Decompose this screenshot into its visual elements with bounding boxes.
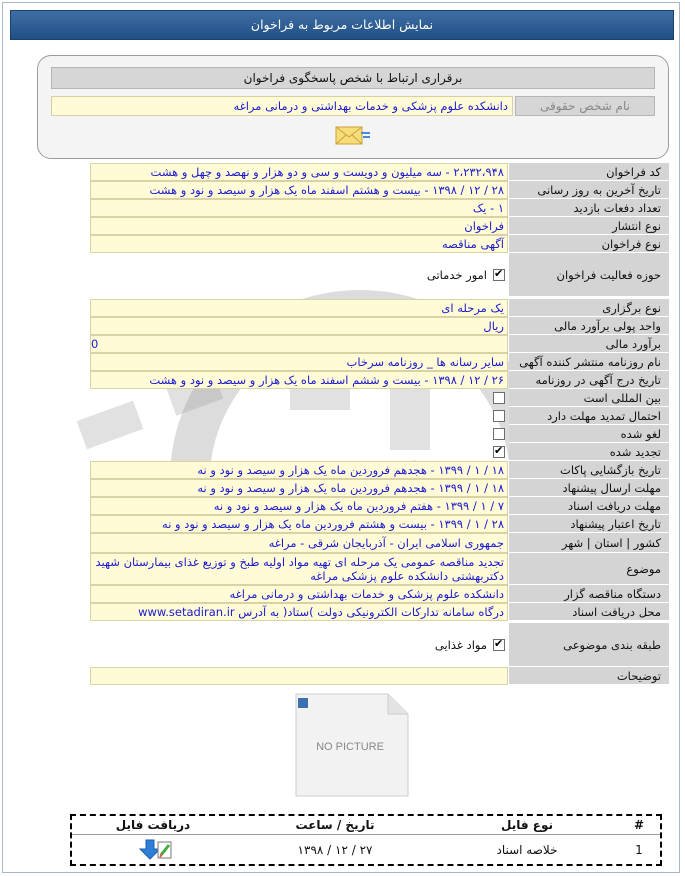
subject-label: موضوع <box>509 553 669 585</box>
submit-deadline-value: ۱۸ / ۱ / ۱۳۹۹ - هجدهم فروردین ماه یک هزار و سیصد و نود و نه <box>90 479 508 497</box>
row-renewed <box>90 443 669 461</box>
extension-checkbox[interactable] <box>493 410 505 422</box>
row-last-update <box>90 181 669 199</box>
newspaper-date-label: تاریخ درج آگهی در روزنامه <box>509 371 669 389</box>
file-date: ۲۷ / ۱۲ / ۱۳۹۸ <box>297 843 373 857</box>
row-doc-place <box>90 603 669 621</box>
hold-type-label: نوع برگزاری <box>509 299 669 317</box>
currency-value: ریال <box>90 317 508 335</box>
notes-value <box>90 667 508 685</box>
row-call-type <box>90 235 669 253</box>
estimate-label: برآورد مالی <box>509 335 669 353</box>
file-type: خلاصه اسناد <box>496 843 558 857</box>
col-download-header: دریافت فایل <box>72 816 234 835</box>
last-update-label: تاریخ آخرین به روز رسانی <box>509 181 669 199</box>
row-organizer <box>90 585 669 603</box>
legal-entity-label: نام شخص حقوقی <box>515 96 655 116</box>
row-receive-deadline <box>90 497 669 515</box>
international-checkbox[interactable] <box>493 392 505 404</box>
row-opening-date <box>90 461 669 479</box>
activity-option: امور خدماتی <box>426 268 487 282</box>
row-cancelled <box>90 425 669 443</box>
col-type-header: نوع فایل <box>436 816 618 835</box>
row-visits <box>90 199 669 217</box>
location-value: جمهوری اسلامی ایران - آذربایجان شرقی - مراغه <box>90 533 508 553</box>
activity-label: حوزه فعالیت فراخوان <box>509 253 669 297</box>
contact-panel <box>37 55 669 159</box>
hold-type-value: یک مرحله ای <box>90 299 508 317</box>
receive-deadline-label: مهلت دریافت اسناد <box>509 497 669 515</box>
renewed-label: تجدید شده <box>509 443 669 461</box>
row-estimate <box>90 335 669 353</box>
subject-value: تجدید مناقصه عمومی یک مرحله ای تهیه مواد اولیه طبخ و توزیع غذای بیمارستان شهید دکتربهشتی دانشکده علوم پزشکی مراغه <box>90 553 508 585</box>
page-title: نمایش اطلاعات مربوط به فراخوان <box>10 10 674 40</box>
cancelled-label: لغو شده <box>509 425 669 443</box>
doc-place-label: محل دریافت اسناد <box>509 603 669 621</box>
row-hold-type <box>90 299 669 317</box>
row-extension <box>90 407 669 425</box>
newspaper-date-value: ۲۶ / ۱۲ / ۱۳۹۸ - بیست و ششم اسفند ماه یک هزار و سیصد و نود و هشت <box>90 371 508 389</box>
row-activity <box>90 253 669 297</box>
row-submit-deadline <box>90 479 669 497</box>
international-label: بین المللی است <box>509 389 669 407</box>
last-update-value: ۲۸ / ۱۲ / ۱۳۹۸ - بیست و هشتم اسفند ماه یک هزار و سیصد و نود و هشت <box>90 181 508 199</box>
location-label: کشور | استان | شهر <box>509 533 669 553</box>
row-publish-type <box>90 217 669 235</box>
visits-value: ۱ - یک <box>90 199 508 217</box>
row-location <box>90 533 669 553</box>
row-category <box>90 623 669 667</box>
code-label: کد فراخوان <box>509 163 669 181</box>
row-newspaper-date <box>90 371 669 389</box>
organizer-label: دستگاه مناقصه گزار <box>509 585 669 603</box>
category-option: مواد غذایی <box>434 638 487 652</box>
code-value: ۲،۲۳۲،۹۴۸ - سه میلیون و دویست و سی و دو هزار و نهصد و چهل و هشت <box>90 163 508 181</box>
notes-label: توضیحات <box>509 667 669 685</box>
category-label: طبقه بندی موضوعی <box>509 623 669 667</box>
call-type-value: آگهی مناقصه <box>90 235 508 253</box>
col-date-header: تاریخ / ساعت <box>234 816 436 835</box>
newspaper-value: سایر رسانه ها _ روزنامه سرخاب <box>90 353 508 371</box>
visits-label: تعداد دفعات بازدید <box>509 199 669 217</box>
file-download-cell <box>72 835 234 866</box>
table-row <box>72 835 660 866</box>
currency-label: واحد پولی برآورد مالی <box>509 317 669 335</box>
row-currency <box>90 317 669 335</box>
legal-entity-value: دانشکده علوم پزشکی و خدمات بهداشتی و درمانی مراغه <box>51 96 513 116</box>
col-num-header: # <box>618 816 660 835</box>
mail-icon[interactable] <box>334 122 372 148</box>
file-num: 1 <box>635 843 643 857</box>
doc-place-value: درگاه سامانه تدارکات الکترونیکی دولت )ستاد( به آدرس www.setadiran.ir <box>90 603 508 621</box>
publish-type-value: فراخوان <box>90 217 508 235</box>
row-subject <box>90 553 669 585</box>
renewed-checkbox[interactable] <box>493 446 505 458</box>
no-picture-image <box>292 692 412 798</box>
newspaper-label: نام روزنامه منتشر کننده آگهی <box>509 353 669 371</box>
cancelled-checkbox[interactable] <box>493 428 505 440</box>
receive-deadline-value: ۷ / ۱ / ۱۳۹۹ - هفتم فروردین ماه یک هزار و سیصد و نود و نه <box>90 497 508 515</box>
row-international <box>90 389 669 407</box>
download-icon[interactable] <box>132 838 174 860</box>
opening-date-value: ۱۸ / ۱ / ۱۳۹۹ - هجدهم فروردین ماه یک هزار و سیصد و نود و نه <box>90 461 508 479</box>
no-picture-text: NO PICTURE <box>316 741 384 753</box>
contact-heading: برقراری ارتباط با شخص پاسخگوی فراخوان <box>51 67 655 89</box>
activity-checkbox[interactable] <box>493 269 505 281</box>
opening-date-label: تاریخ بازگشایی پاکات <box>509 461 669 479</box>
category-checkbox[interactable] <box>493 639 505 651</box>
estimate-value: 0 <box>90 335 508 353</box>
extension-label: احتمال تمدید مهلت دارد <box>509 407 669 425</box>
files-table <box>70 814 662 866</box>
row-notes <box>90 667 669 685</box>
validity-date-label: تاریخ اعتبار پیشنهاد <box>509 515 669 533</box>
row-newspaper <box>90 353 669 371</box>
call-type-label: نوع فراخوان <box>509 235 669 253</box>
organizer-value: دانشکده علوم پزشکی و خدمات بهداشتی و درمانی مراغه <box>90 585 508 603</box>
submit-deadline-label: مهلت ارسال پیشنهاد <box>509 479 669 497</box>
row-code <box>90 163 669 181</box>
validity-date-value: ۲۸ / ۱ / ۱۳۹۹ - بیست و هشتم فروردین ماه یک هزار و سیصد و نود و نه <box>90 515 508 533</box>
publish-type-label: نوع انتشار <box>509 217 669 235</box>
row-validity-date <box>90 515 669 533</box>
